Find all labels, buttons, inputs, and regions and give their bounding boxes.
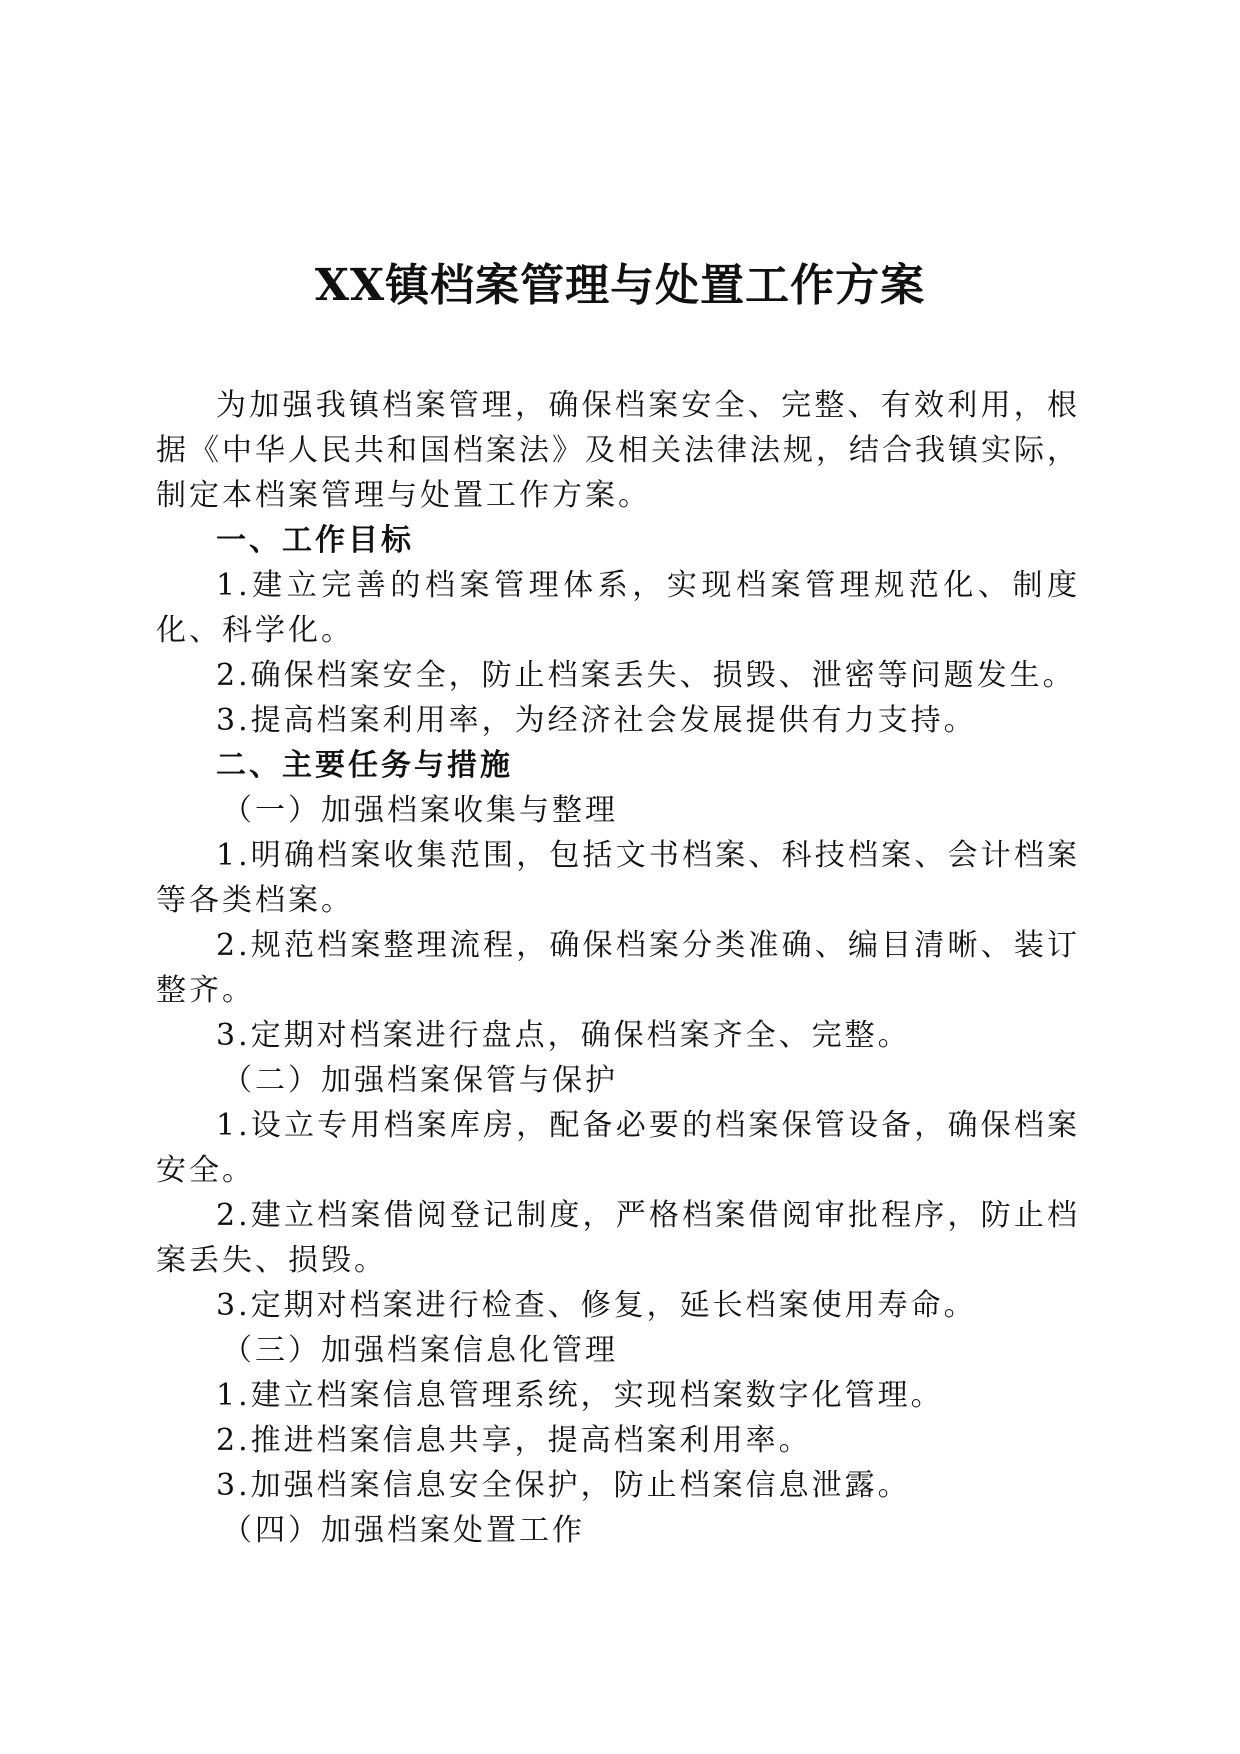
section-heading-tasks: 二、主要任务与措施 [216, 748, 513, 783]
goal-item-2: 2.确保档案安全，防止档案丢失、损毁、泄密等问题发生。 [216, 658, 1076, 693]
subsection-heading-collection: （一）加强档案收集与整理 [222, 793, 618, 828]
informatization-item-1: 1.建立档案信息管理系统，实现档案数字化管理。 [216, 1378, 944, 1413]
collection-item-3: 3.定期对档案进行盘点，确保档案齐全、完整。 [216, 1018, 911, 1053]
intro-paragraph: 为加强我镇档案管理，确保档案安全、完整、有效利用，根据《中华人民共和国档案法》及相关法律法规，结合我镇实际，制定本档案管理与处置工作方案。 [156, 388, 1080, 513]
informatization-item-3: 3.加强档案信息安全保护，防止档案信息泄露。 [216, 1468, 911, 1503]
subsection-heading-informatization: （三）加强档案信息化管理 [222, 1333, 618, 1368]
informatization-item-2: 2.推进档案信息共享，提高档案利用率。 [216, 1423, 812, 1458]
collection-item-2: 2.规范档案整理流程，确保档案分类准确、编目清晰、装订整齐。 [156, 928, 1080, 1008]
goal-item-3: 3.提高档案利用率，为经济社会发展提供有力支持。 [216, 703, 977, 738]
document-title: XX镇档案管理与处置工作方案 [314, 260, 926, 311]
subsection-heading-storage: （二）加强档案保管与保护 [222, 1063, 618, 1098]
goal-item-1: 1.建立完善的档案管理体系，实现档案管理规范化、制度化、科学化。 [156, 568, 1080, 648]
document-body [156, 383, 1080, 1553]
storage-item-2: 2.建立档案借阅登记制度，严格档案借阅审批程序，防止档案丢失、损毁。 [156, 1198, 1080, 1278]
storage-item-1: 1.设立专用档案库房，配备必要的档案保管设备，确保档案安全。 [156, 1108, 1080, 1188]
subsection-heading-disposal: （四）加强档案处置工作 [222, 1513, 585, 1548]
storage-item-3: 3.定期对档案进行检查、修复，延长档案使用寿命。 [216, 1288, 977, 1323]
collection-item-1: 1.明确档案收集范围，包括文书档案、科技档案、会计档案等各类档案。 [156, 838, 1080, 918]
section-heading-goals: 一、工作目标 [216, 523, 414, 558]
